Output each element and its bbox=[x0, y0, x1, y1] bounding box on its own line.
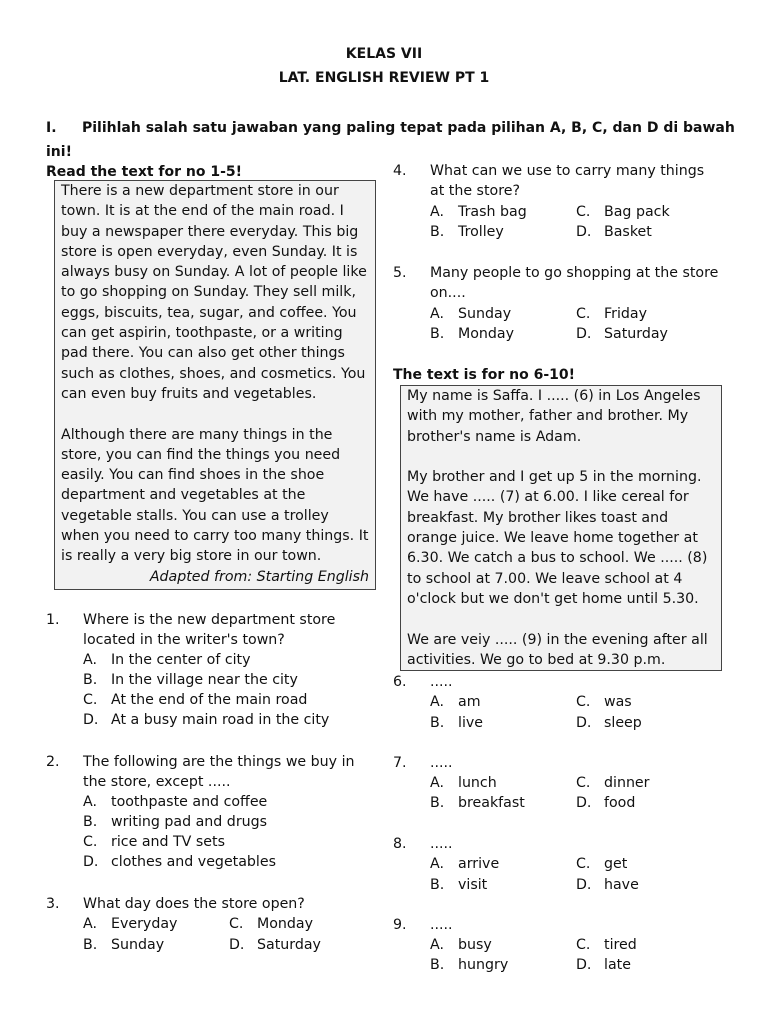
answer-option[interactable]: B. breakfast bbox=[430, 795, 525, 811]
question-text: Where is the new department store bbox=[83, 612, 336, 628]
page-header-line1: KELAS VII bbox=[345, 46, 423, 62]
answer-option[interactable]: D. At a busy main road in the city bbox=[83, 712, 330, 728]
question-text: What can we use to carry many things bbox=[430, 163, 705, 179]
answer-option[interactable]: C. tired bbox=[576, 937, 637, 953]
question-text: the store, except ..... bbox=[83, 774, 231, 790]
question-number: 8. bbox=[393, 836, 407, 852]
question-text: ..... bbox=[430, 674, 453, 690]
answer-option[interactable]: B. In the village near the city bbox=[83, 672, 298, 688]
answer-option[interactable]: D. clothes and vegetables bbox=[83, 854, 276, 870]
answer-option[interactable]: A. In the center of city bbox=[83, 652, 251, 668]
instruction-number: I. bbox=[46, 120, 57, 136]
passage-1-box bbox=[54, 180, 376, 590]
passage-2-box bbox=[400, 385, 722, 671]
answer-option[interactable]: A. toothpaste and coffee bbox=[83, 794, 268, 810]
answer-option[interactable]: A. Everyday bbox=[83, 916, 178, 932]
instruction bbox=[46, 116, 746, 164]
question-text: at the store? bbox=[430, 183, 520, 199]
question-text: ..... bbox=[430, 917, 453, 933]
answer-option[interactable]: B. writing pad and drugs bbox=[83, 814, 268, 830]
question-text: ..... bbox=[430, 836, 453, 852]
passage-1-paragraph: Although there are many things in the store, you can find the things you need easily. You can find shoes in the shoe department and vegetables at the vegetable stalls. You can use a trolley when you need to carry too many things. It is really a very big store in our town. bbox=[61, 426, 369, 565]
answer-option[interactable]: C. rice and TV sets bbox=[83, 834, 225, 850]
question-text: located in the writer's town? bbox=[83, 632, 285, 648]
page-header-line2: LAT. ENGLISH REVIEW PT 1 bbox=[278, 70, 490, 86]
answer-option[interactable]: A. arrive bbox=[430, 856, 500, 872]
question-number: 2. bbox=[46, 754, 60, 770]
answer-option[interactable]: D. Saturday bbox=[576, 326, 668, 342]
answer-option[interactable]: C. Friday bbox=[576, 306, 647, 322]
question-number: 9. bbox=[393, 917, 407, 933]
instruction-text: Pilihlah salah satu jawaban yang paling tepat pada pilihan A, B, C, dan D di bawah ini! bbox=[46, 120, 735, 160]
answer-option[interactable]: C. get bbox=[576, 856, 628, 872]
question-text: Many people to go shopping at the store bbox=[430, 265, 719, 281]
question-number: 1. bbox=[46, 612, 60, 628]
answer-option[interactable]: D. late bbox=[576, 957, 631, 973]
question-text: What day does the store open? bbox=[83, 896, 305, 912]
answer-option[interactable]: C. Monday bbox=[229, 916, 314, 932]
question-number: 7. bbox=[393, 755, 407, 771]
answer-option[interactable]: B. Trolley bbox=[430, 224, 504, 240]
question-text: ..... bbox=[430, 755, 453, 771]
answer-option[interactable]: B. Monday bbox=[430, 326, 515, 342]
question-text: on.... bbox=[430, 285, 466, 301]
section1-heading: Read the text for no 1-5! bbox=[46, 164, 243, 180]
answer-option[interactable]: D. Basket bbox=[576, 224, 652, 240]
section2-heading: The text is for no 6-10! bbox=[393, 367, 576, 383]
answer-option[interactable]: A. am bbox=[430, 694, 481, 710]
passage-2-paragraph: My brother and I get up 5 in the morning. We have ..... (7) at 6.00. I like cereal for breakfast. My brother likes toast and orange juice. We leave home together at 6.30. We catch a bus to school. We ..... (8) to school at 7.00. We leave school at 4 o'clock but we don't get home until 5.30. bbox=[407, 469, 708, 607]
question-text: The following are the things we buy in bbox=[83, 754, 355, 770]
passage-2-paragraph: We are veiy ..... (9) in the evening after all activities. We go to bed at 9.30 p.m. bbox=[407, 631, 708, 668]
answer-option[interactable]: C. Bag pack bbox=[576, 204, 670, 220]
answer-option[interactable]: D. Saturday bbox=[229, 937, 321, 953]
question-number: 6. bbox=[393, 674, 407, 690]
passage-2-paragraph: My name is Saffa. I ..... (6) in Los Angeles with my mother, father and brother. My brother's name is Adam. bbox=[407, 388, 701, 445]
question-number: 3. bbox=[46, 896, 60, 912]
answer-option[interactable]: D. food bbox=[576, 795, 636, 811]
question-number: 4. bbox=[393, 163, 407, 179]
answer-option[interactable]: C. dinner bbox=[576, 775, 650, 791]
answer-option[interactable]: A. Trash bag bbox=[430, 204, 527, 220]
answer-option[interactable]: B. Sunday bbox=[83, 937, 165, 953]
passage-1-source: Adapted from: Starting English bbox=[149, 568, 369, 585]
question-number: 5. bbox=[393, 265, 407, 281]
answer-option[interactable]: C. At the end of the main road bbox=[83, 692, 308, 708]
answer-option[interactable]: B. live bbox=[430, 715, 484, 731]
answer-option[interactable]: A. busy bbox=[430, 937, 492, 953]
answer-option[interactable]: A. lunch bbox=[430, 775, 497, 791]
answer-option[interactable]: B. visit bbox=[430, 877, 488, 893]
passage-1-paragraph: There is a new department store in our town. It is at the end of the main road. I buy a newspaper there everyday. This big store is open everyday, even Sunday. It is always busy on Sunday. A lot of people like to go shopping on Sunday. They sell milk, eggs, biscuits, tea, sugar, and coffee. You can get aspirin, toothpaste, or a writing pad there. You can also get other things such as clothes, shoes, and cosmetics. You can even buy fruits and vegetables. bbox=[61, 183, 367, 402]
answer-option[interactable]: C. was bbox=[576, 694, 632, 710]
answer-option[interactable]: D. sleep bbox=[576, 715, 642, 731]
answer-option[interactable]: B. hungry bbox=[430, 957, 509, 973]
answer-option[interactable]: A. Sunday bbox=[430, 306, 512, 322]
answer-option[interactable]: D. have bbox=[576, 877, 639, 893]
